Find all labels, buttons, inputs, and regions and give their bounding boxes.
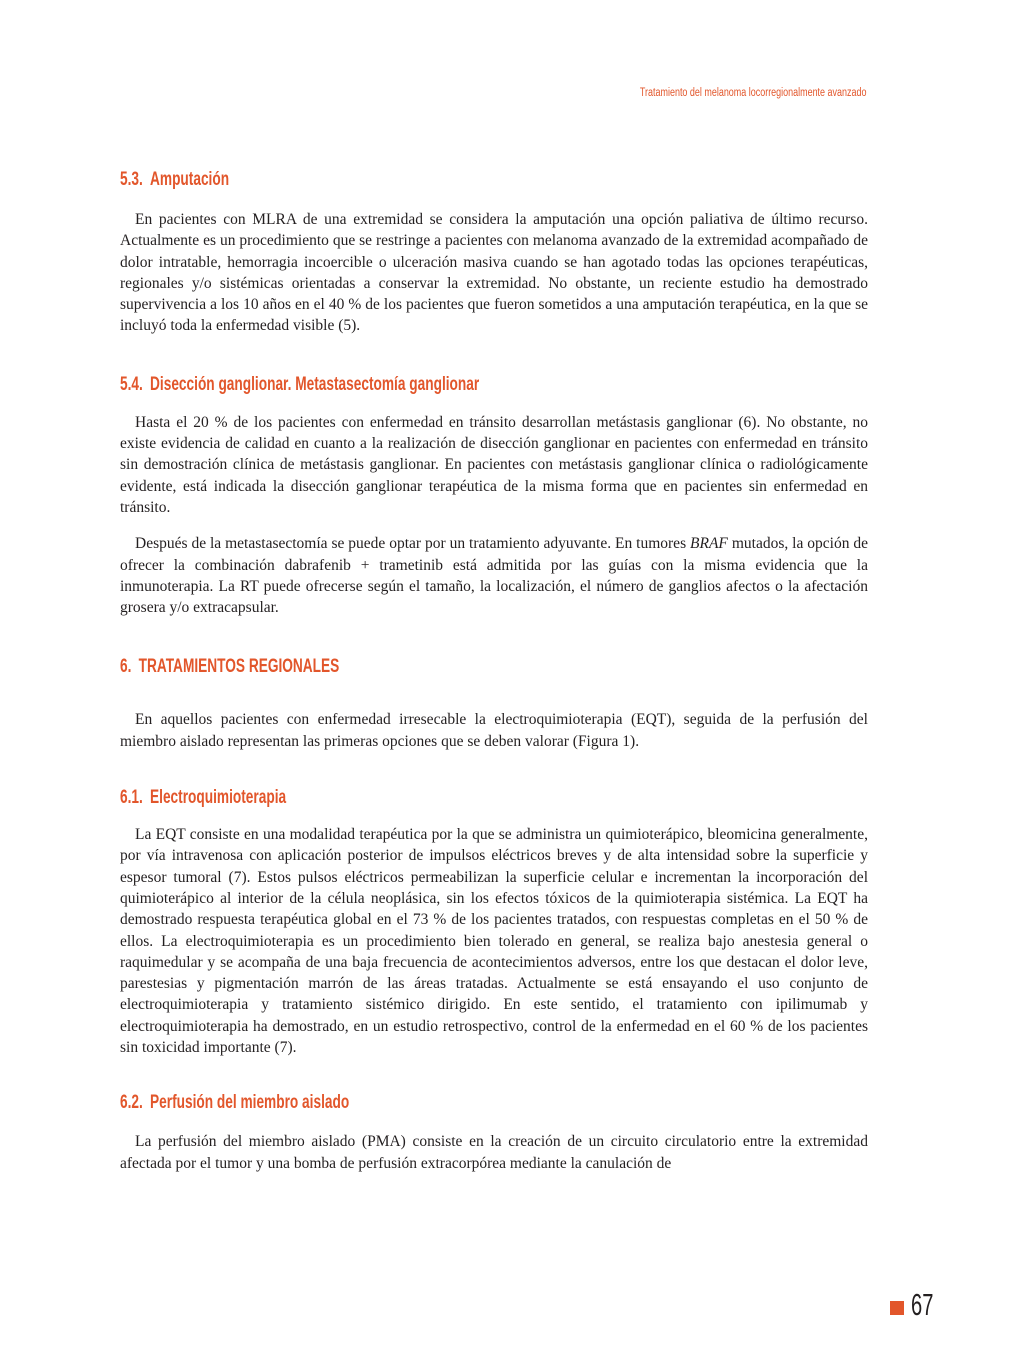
section-title: Electroquimioterapia <box>150 787 287 809</box>
section-number: 6. <box>120 656 132 678</box>
running-header: Tratamiento del melanoma locorregionalmente avanzado <box>639 87 866 99</box>
section-heading-6-2 <box>120 1091 659 1115</box>
paragraph-electroquimioterapia: La EQT consiste en una modalidad terapéutica por la que se administra un quimioterápico, bleomicina generalmente, por vía intravenosa con aplicación posterior de impulsos eléctricos breves y de alta intensidad sobre la superficie y espesor tumoral (7). Estos pulsos eléctricos permeabilizan la superficie celular e incrementan la incorporación del quimioterápico al interior de la célula neoplásica, sin los efectos tóxicos de la quimioterapia sistémica. La EQT ha demostrado respuesta terapéutica global en el 73 % de los pacientes tratados, con respuestas completas en el 50 % de ellos. La electroquimioterapia es un procedimiento bien tolerado en general, se realiza bajo anestesia general o raquimedular y se acompaña de una baja frecuencia de acontecimientos adversos, entre los que destacan el dolor leve, parestesias y pigmentación marrón de las áreas tratadas. Actualmente se está ensayando el uso conjunto de electroquimioterapia y tratamiento sistémico dirigido. En este sentido, el tratamiento con ipilimumab y electroquimioterapia ha demostrado, en un estudio retrospectivo, control de la enfermedad en el 60 % de los pacientes sin toxicidad importante (7). <box>120 826 868 1057</box>
section-title: Perfusión del miembro aislado <box>150 1092 350 1114</box>
paragraph-perfusion: La perfusión del miembro aislado (PMA) consiste en la creación de un circuito circulatorio entre la extremidad afectada por el tumor y una bomba de perfusión extracorpórea mediante la canulación de <box>120 1133 868 1172</box>
paragraph-text: mutados, la opción de ofrecer la combinación dabrafenib + trametinib está admitida por las guías con la misma evidencia que la inmunoterapia. La RT puede ofrecerse según el tamaño, la localización, el número de ganglios afectos o la afectación grosera y/o extracapsular. <box>120 535 869 617</box>
page-number: 67 <box>911 1287 934 1322</box>
paragraph-text: Después de la metastasectomía se puede optar por un tratamiento adyuvante. En tumores <box>135 535 691 553</box>
section-heading-5-4 <box>120 373 659 397</box>
section-title: TRATAMIENTOS REGIONALES <box>138 656 340 678</box>
section-number: 5.4. <box>120 373 143 395</box>
page-number-block <box>890 1287 945 1322</box>
section-heading-6-1 <box>120 786 659 810</box>
orange-square-icon <box>890 1301 904 1315</box>
paragraph-diseccion-1: Hasta el 20 % de los pacientes con enfermedad en tránsito desarrollan metástasis ganglionar (6). No obstante, no existe evidencia de calidad en cuanto a la realización de disección ganglionar en pacientes con enfermedad en tránsito sin demostración clínica de metástasis ganglionar. En pacientes con metástasis ganglionar clínica o radiológicamente evidente, está indicada la disección ganglionar terapéutica de la misma forma que en pacientes sin enfermedad en tránsito. <box>120 413 868 516</box>
section-title: Amputación <box>150 169 230 190</box>
section-number: 6.1. <box>120 787 143 809</box>
section-heading-5-3 <box>120 168 659 192</box>
section-title: Disección ganglionar. Metastasectomía ganglionar <box>150 373 480 395</box>
paragraph-diseccion-2 <box>120 533 868 618</box>
paragraph-tratamientos-regionales: En aquellos pacientes con enfermedad irresecable la electroquimioterapia (EQT), seguida de la perfusión del miembro aislado representan las primeras opciones que se deben valorar (Figura 1). <box>120 711 868 750</box>
page-body <box>120 168 868 1174</box>
section-number: 6.2. <box>120 1092 143 1114</box>
section-number: 5.3. <box>120 169 143 190</box>
gene-name-italic: BRAF <box>690 535 728 553</box>
paragraph-amputacion: En pacientes con MLRA de una extremidad se considera la amputación una opción paliativa de último recurso. Actualmente es un procedimiento que se restringe a pacientes con melanoma avanzado de la extremidad acompañado de dolor intratable, hemorragia incoercible o ulceración masiva cuando se han agotado todas las opciones terapéuticas, regionales y/o sistémicas orientadas a conservar la extremidad. No obstante, un reciente estudio ha demostrado supervivencia a los 10 años en el 40 % de los pacientes que fueron sometidos a una amputación terapéutica, en la que se incluyó toda la enfermedad visible (5). <box>120 211 868 335</box>
section-heading-6 <box>120 655 659 679</box>
